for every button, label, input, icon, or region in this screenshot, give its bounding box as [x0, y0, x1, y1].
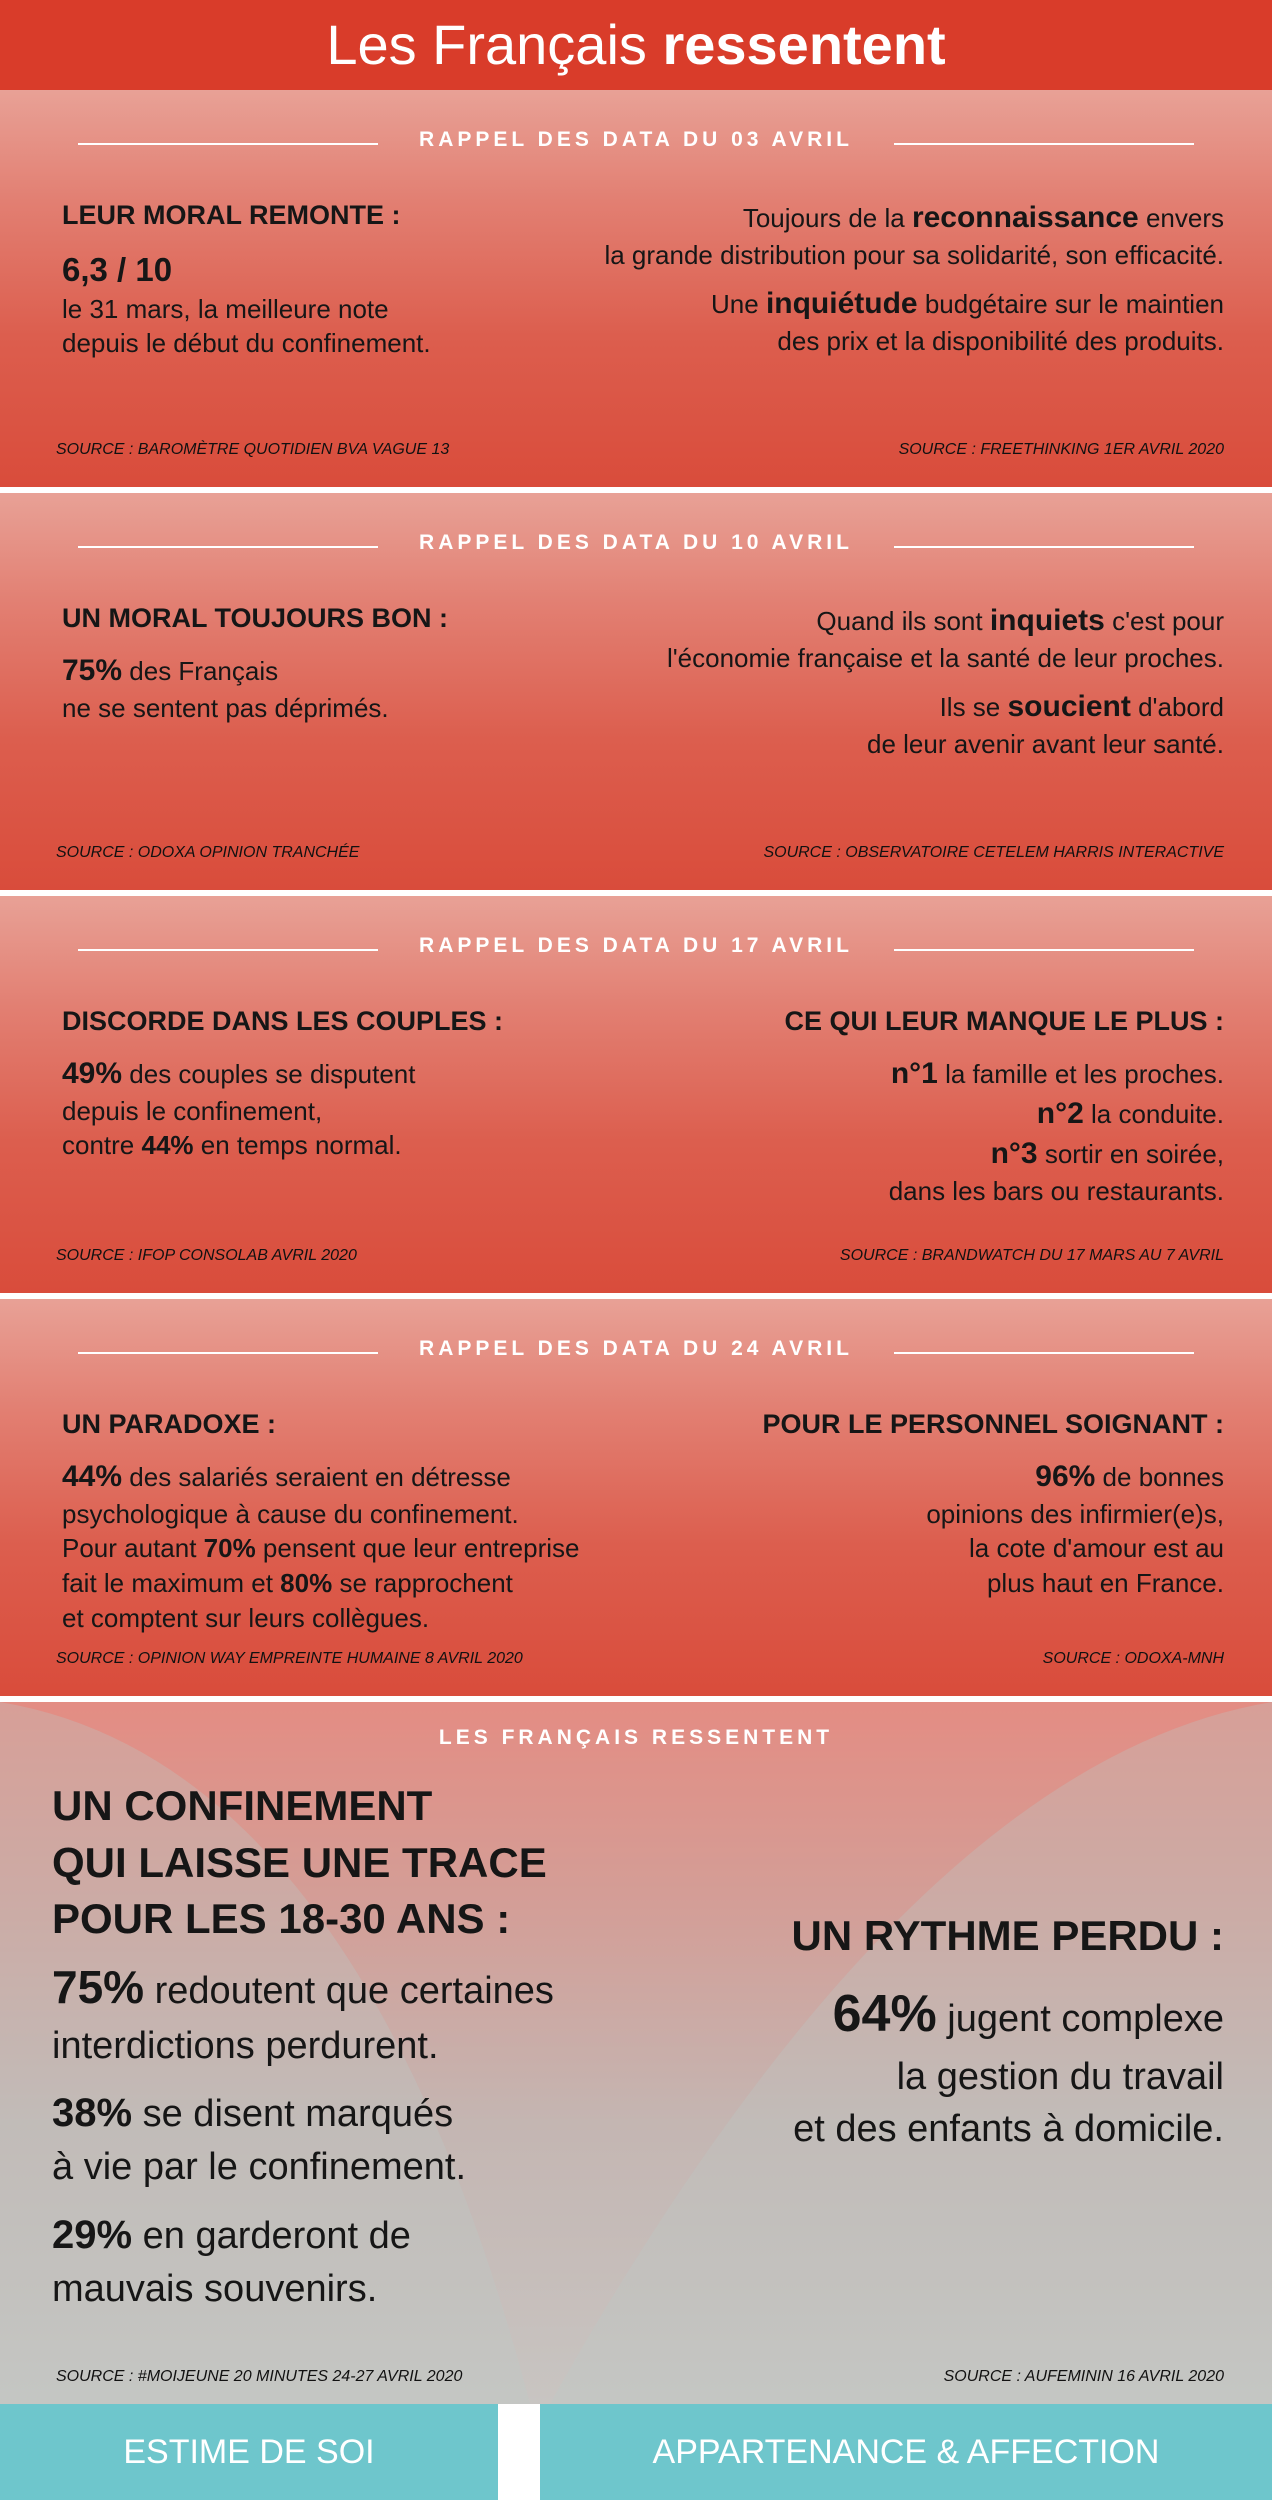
right-line: et des enfants à domicile.	[793, 2108, 1224, 2151]
heading-line: UN CONFINEMENT	[52, 1782, 433, 1829]
text-segment: envers	[1138, 203, 1224, 233]
right-paragraph	[504, 284, 1224, 324]
right-heading: UN RYTHME PERDU :	[791, 1912, 1224, 1959]
stat-paragraph	[52, 2086, 692, 2194]
right-column	[664, 1907, 1224, 2156]
keyword: inquiets	[989, 604, 1105, 637]
rank-text: la conduite.	[1083, 1098, 1224, 1129]
right-value: 96%	[1035, 1459, 1096, 1493]
heading-line: QUI LAISSE UNE TRACE	[52, 1838, 547, 1886]
left-line: et comptent sur leurs collègues.	[62, 1602, 430, 1633]
text-segment: contre	[62, 1130, 142, 1161]
left-value: 44%	[62, 1459, 123, 1493]
right-line: plus haut en France.	[986, 1567, 1224, 1598]
text-segment: Pour autant	[62, 1533, 204, 1564]
rank-number: n°2	[1036, 1096, 1084, 1130]
heading-line: POUR LES 18-30 ANS :	[52, 1895, 511, 1943]
source-right: SOURCE : BRANDWATCH DU 17 MARS AU 7 AVRIL	[839, 1247, 1224, 1264]
source-right: SOURCE : OBSERVATOIRE CETELEM HARRIS INTERACTIVE	[763, 844, 1224, 861]
source-right: SOURCE : AUFEMININ 16 AVRIL 2020	[943, 2368, 1224, 2385]
right-line: dans les bars ou restaurants.	[888, 1175, 1224, 1206]
left-column	[52, 1778, 692, 2329]
number: 70%	[203, 1533, 256, 1564]
left-heading: UN PARADOXE :	[62, 1409, 277, 1439]
stat-paragraph	[52, 1956, 692, 2072]
left-heading	[52, 1778, 692, 1948]
right-paragraph	[504, 601, 1224, 641]
keyword: inquiétude	[765, 287, 918, 321]
rank-number: n°3	[990, 1136, 1038, 1170]
stat-number: 38%	[52, 2090, 133, 2135]
text-segment: se rapprochent	[332, 1567, 513, 1598]
tab-appartenance-affection: APPARTENANCE & AFFECTION	[540, 2404, 1272, 2500]
text-segment: des salariés seraient en détresse	[122, 1461, 511, 1492]
right-paragraph	[504, 198, 1224, 238]
source-left: SOURCE : IFOP CONSOLAB AVRIL 2020	[56, 1247, 357, 1264]
text-segment: Toujours de la	[742, 203, 912, 233]
right-heading: POUR LE PERSONNEL SOIGNANT :	[762, 1409, 1224, 1439]
stat-number: 64%	[832, 1984, 937, 2043]
number: 44%	[141, 1130, 194, 1161]
right-line: l'économie française et la santé de leur proches.	[666, 642, 1224, 673]
section-24-avril	[0, 1299, 1272, 1696]
tab-estime-de-soi: ESTIME DE SOI	[0, 2404, 498, 2500]
text-segment: se disent marqués	[132, 2092, 454, 2135]
text-segment: en garderont de	[132, 2214, 411, 2257]
source-left: SOURCE : ODOXA OPINION TRANCHÉE	[56, 844, 360, 861]
section-header: LES FRANÇAIS RESSENTENT	[438, 1726, 834, 1749]
ranking-item	[504, 1094, 1224, 1134]
left-line: ne se sentent pas déprimés.	[62, 692, 389, 723]
right-column	[504, 198, 1224, 359]
right-column	[504, 1407, 1224, 1601]
section-header: RAPPEL DES DATA DU 03 AVRIL	[419, 128, 853, 151]
section-17-avril	[0, 896, 1272, 1293]
ranking-item	[504, 1134, 1224, 1174]
right-line: opinions des infirmier(e)s,	[926, 1498, 1224, 1529]
section-10-avril	[0, 493, 1272, 890]
text-segment: redoutent que certaines	[144, 1970, 554, 2013]
left-line: depuis le début du confinement.	[62, 328, 431, 359]
text-segment: pensent que leur entreprise	[255, 1533, 580, 1564]
source-right: SOURCE : ODOXA-MNH	[1042, 1650, 1224, 1667]
text-segment: à vie par le confinement.	[52, 2146, 467, 2189]
right-line: des prix et la disponibilité des produits.	[777, 326, 1224, 357]
right-line: la cote d'amour est au	[969, 1533, 1224, 1564]
ranking-item	[504, 1054, 1224, 1094]
text-segment: mauvais souvenirs.	[52, 2267, 378, 2310]
section-03-avril	[0, 90, 1272, 487]
title-normal: Les Français	[326, 13, 647, 76]
text-segment: Une	[711, 289, 766, 320]
right-line	[664, 1979, 1224, 2051]
left-value: 75%	[62, 653, 123, 687]
text-segment: Ils se	[939, 692, 1008, 723]
text-segment: des Français	[122, 655, 279, 686]
left-line: depuis le confinement,	[62, 1095, 323, 1126]
rank-text: la famille et les proches.	[937, 1058, 1224, 1089]
left-value: 49%	[62, 1056, 123, 1090]
title-bold: ressentent	[662, 13, 946, 76]
left-heading: DISCORDE DANS LES COUPLES :	[62, 1006, 504, 1036]
right-column	[504, 1004, 1224, 1208]
text-segment: fait le maximum et	[62, 1567, 281, 1598]
text-segment: c'est pour	[1104, 606, 1224, 636]
source-right: SOURCE : FREETHINKING 1ER AVRIL 2020	[898, 441, 1224, 458]
right-line: de leur avenir avant leur santé.	[867, 729, 1224, 760]
section-header: RAPPEL DES DATA DU 10 AVRIL	[419, 531, 853, 554]
text-segment: d'abord	[1130, 692, 1224, 723]
source-left: SOURCE : OPINION WAY EMPREINTE HUMAINE 8 AVRIL 2020	[56, 1650, 523, 1667]
source-left: SOURCE : #MOIJEUNE 20 MINUTES 24-27 AVRIL 2020	[56, 2368, 463, 2385]
source-left: SOURCE : BAROMÈTRE QUOTIDIEN BVA VAGUE 13	[56, 441, 450, 458]
right-line	[504, 1457, 1224, 1497]
section-header: RAPPEL DES DATA DU 24 AVRIL	[419, 1337, 853, 1360]
text-segment: des couples se disputent	[122, 1058, 416, 1089]
rank-text: sortir en soirée,	[1037, 1138, 1224, 1169]
right-line: la gestion du travail	[896, 2055, 1224, 2098]
right-line: la grande distribution pour sa solidarité, son efficacité.	[604, 239, 1224, 270]
text-segment: interdictions perdurent.	[52, 2024, 439, 2067]
right-paragraph	[504, 687, 1224, 727]
text-segment: de bonnes	[1095, 1461, 1224, 1492]
text-segment: en temps normal.	[193, 1130, 402, 1161]
page-title	[0, 0, 1272, 90]
left-heading: LEUR MORAL REMONTE :	[62, 200, 401, 230]
text-segment: budgétaire sur le maintien	[917, 289, 1224, 320]
keyword: soucient	[1007, 690, 1131, 724]
left-line: le 31 mars, la meilleure note	[62, 293, 389, 324]
rank-number: n°1	[890, 1056, 938, 1090]
text-segment: jugent complexe	[936, 1997, 1224, 2040]
section-les-francais-ressentent	[0, 1702, 1272, 2404]
right-column	[504, 601, 1224, 762]
stat-number: 75%	[52, 1961, 145, 2014]
left-line: psychologique à cause du confinement.	[62, 1498, 519, 1529]
right-heading: CE QUI LEUR MANQUE LE PLUS :	[784, 1006, 1224, 1036]
text-segment: Quand ils sont	[816, 606, 990, 636]
section-header: RAPPEL DES DATA DU 17 AVRIL	[419, 934, 853, 957]
left-value: 6,3 / 10	[62, 250, 173, 288]
left-heading: UN MORAL TOUJOURS BON :	[62, 603, 449, 633]
keyword: reconnaissance	[911, 201, 1139, 234]
stat-number: 29%	[52, 2212, 133, 2257]
number: 80%	[280, 1567, 333, 1598]
stat-paragraph	[52, 2208, 692, 2316]
